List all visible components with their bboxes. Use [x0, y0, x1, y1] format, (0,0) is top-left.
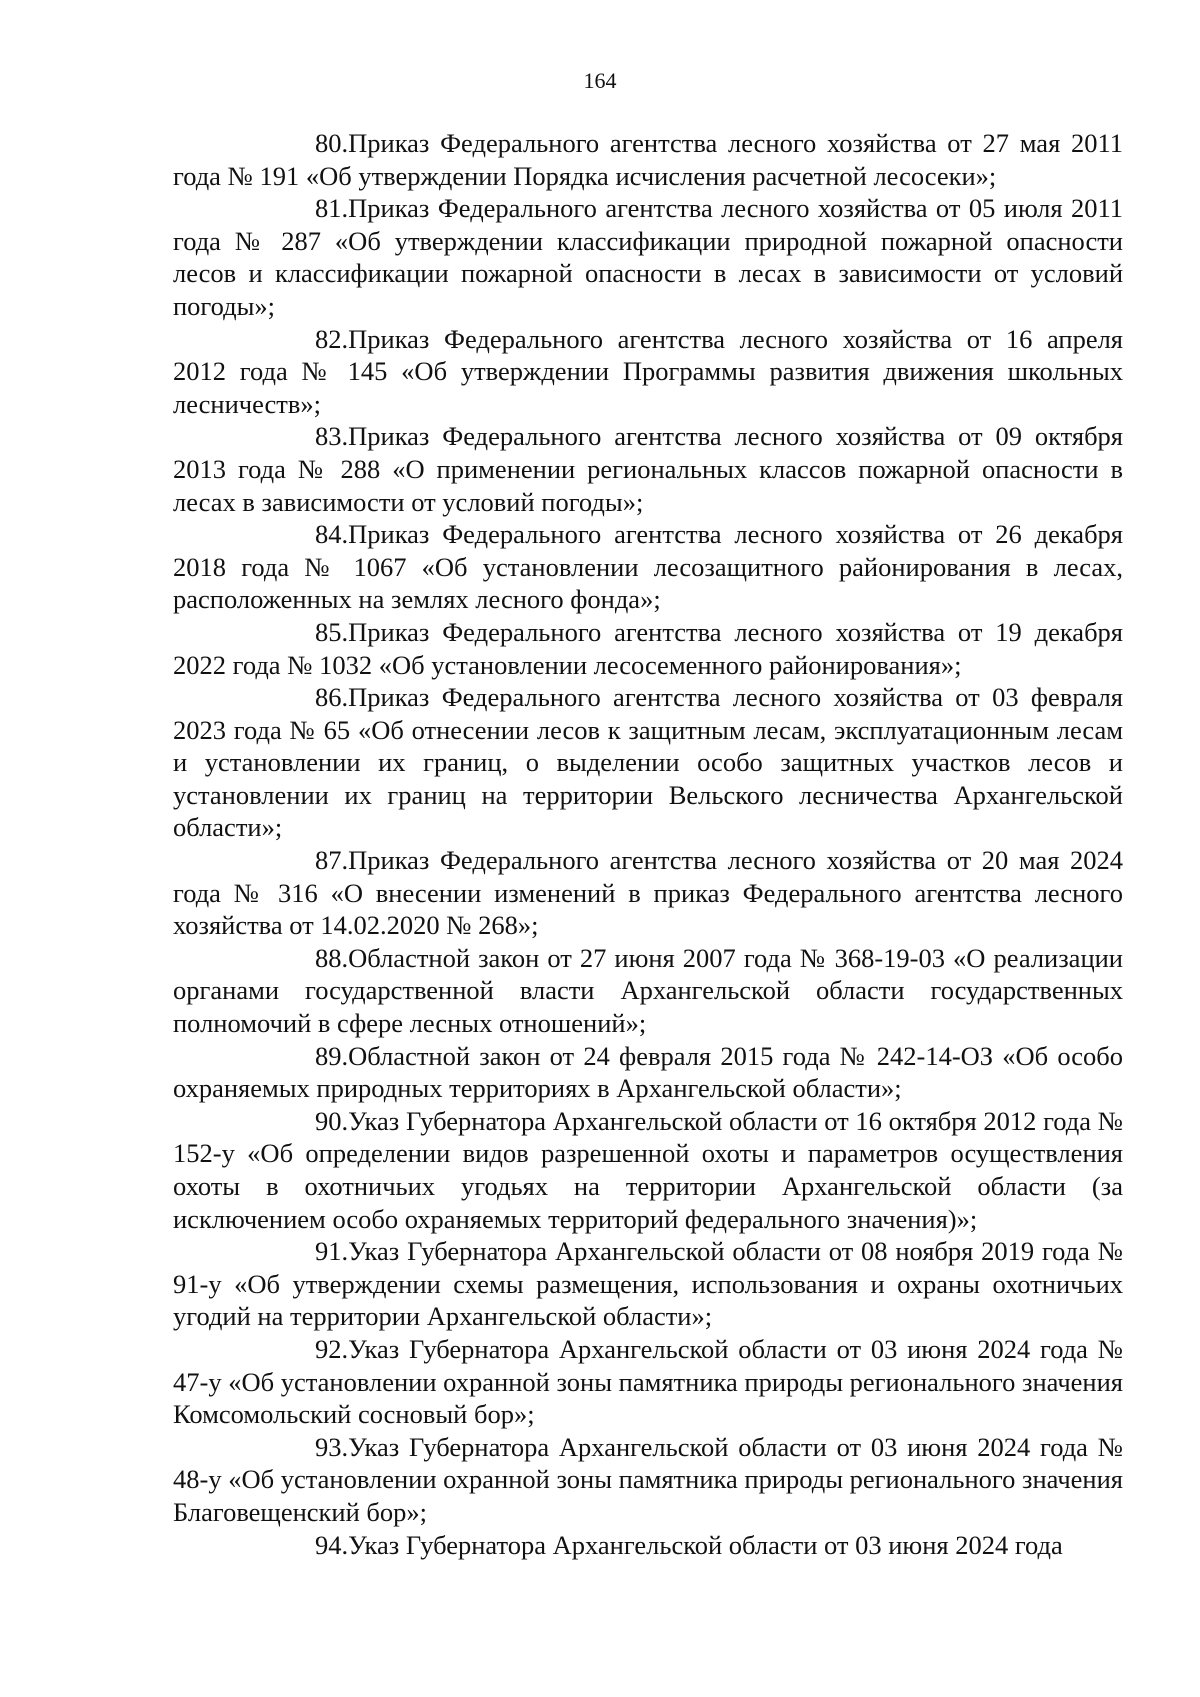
item-text: Указ Губернатора Архангельской области от 03 июня 2024 года № 48-у «Об установлении охранной зоны памятника природы регионального значения Благовещенский бор»;: [173, 1431, 1123, 1527]
list-item: [173, 1333, 1123, 1431]
item-number: 85.: [315, 616, 349, 647]
item-number: 90.: [315, 1105, 349, 1136]
item-text: Приказ Федерального агентства лесного хозяйства от 27 мая 2011 года № 191 «Об утверждении Порядка исчисления расчетной лесосеки»;: [173, 128, 1123, 191]
item-text: Указ Губернатора Архангельской области от 03 июня 2024 года № 47-у «Об установлении охранной зоны памятника природы регионального значения Комсомольский сосновый бор»;: [173, 1333, 1123, 1430]
item-text: Указ Губернатора Архангельской области от 03 июня 2024 года: [348, 1529, 1063, 1560]
list-item: [173, 1040, 1123, 1105]
item-number: 88.: [315, 942, 349, 973]
list-item: [173, 127, 1123, 192]
item-number: 81.: [315, 193, 349, 224]
list-item: [173, 1235, 1123, 1333]
list-item: [173, 420, 1123, 518]
list-item: [173, 844, 1123, 942]
item-number: 91.: [315, 1236, 349, 1267]
item-number: 84.: [315, 519, 349, 550]
item-text: Приказ Федерального агентства лесного хозяйства от 16 апреля 2012 года № 145 «Об утверждении Программы развития движения школьных лесничеств»;: [173, 323, 1123, 419]
list-item: [173, 192, 1123, 322]
page-number: 164: [583, 68, 617, 93]
item-number: 83.: [315, 421, 349, 452]
list-item: [173, 1529, 1123, 1562]
item-number: 87.: [315, 845, 349, 876]
item-text: Приказ Федерального агентства лесного хозяйства от 26 декабря 2018 года № 1067 «Об установлении лесозащитного районирования в лесах, расположенных на землях лесного фонда»;: [173, 519, 1123, 615]
legal-references-list: [173, 127, 1123, 1561]
item-number: 82.: [315, 323, 349, 354]
item-text: Областной закон от 27 июня 2007 года № 368-19-03 «О реализации органами государственной власти Архангельской области государственных полномочий в сфере лесных отношений»;: [173, 942, 1123, 1039]
item-text: Приказ Федерального агентства лесного хозяйства от 20 мая 2024 года № 316 «О внесении изменений в приказ Федерального агентства лесного хозяйства от 14.02.2020 № 268»;: [173, 845, 1123, 941]
item-number: 94.: [315, 1529, 349, 1560]
item-text: Областной закон от 24 февраля 2015 года № 242-14-ОЗ «Об особо охраняемых природных территориях в Архангельской области»;: [173, 1040, 1123, 1104]
item-number: 80.: [315, 128, 349, 158]
item-text: Приказ Федерального агентства лесного хозяйства от 19 декабря 2022 года № 1032 «Об установлении лесосеменного районирования»;: [173, 616, 1123, 680]
list-item: [173, 942, 1123, 1040]
item-number: 86.: [315, 682, 349, 713]
list-item: [173, 681, 1123, 844]
item-text: Указ Губернатора Архангельской области от 08 ноября 2019 года № 91-у «Об утверждении схемы размещения, использования и охраны охотничьих угодий на территории Архангельской области»;: [173, 1236, 1123, 1332]
item-text: Указ Губернатора Архангельской области от 16 октября 2012 года № 152-у «Об определении видов разрешенной охоты и параметров осуществления охоты в охотничьих угодьях на территории Архангельской области (за исключением особо охраняемых территорий федерального значения)»;: [173, 1105, 1123, 1234]
item-number: 92.: [315, 1333, 349, 1364]
item-number: 89.: [315, 1040, 349, 1071]
list-item: [173, 1431, 1123, 1529]
list-item: [173, 323, 1123, 421]
list-item: [173, 1105, 1123, 1235]
item-number: 93.: [315, 1431, 349, 1462]
list-item: [173, 518, 1123, 616]
item-text: Приказ Федерального агентства лесного хозяйства от 05 июля 2011 года № 287 «Об утверждении классификации природной пожарной опасности лесов и классификации пожарной опасности в лесах в зависимости от условий погоды»;: [173, 193, 1123, 321]
list-item: [173, 616, 1123, 681]
item-text: Приказ Федерального агентства лесного хозяйства от 03 февраля 2023 года № 65 «Об отнесении лесов к защитным лесам, эксплуатационным лесам и установлении их границ, о выделении особо защитных участков лесов и установлении их границ на территории Вельского лесничества Архангельской области»;: [173, 682, 1123, 843]
item-text: Приказ Федерального агентства лесного хозяйства от 09 октября 2013 года № 288 «О применении региональных классов пожарной опасности в лесах в зависимости от условий погоды»;: [173, 421, 1123, 517]
